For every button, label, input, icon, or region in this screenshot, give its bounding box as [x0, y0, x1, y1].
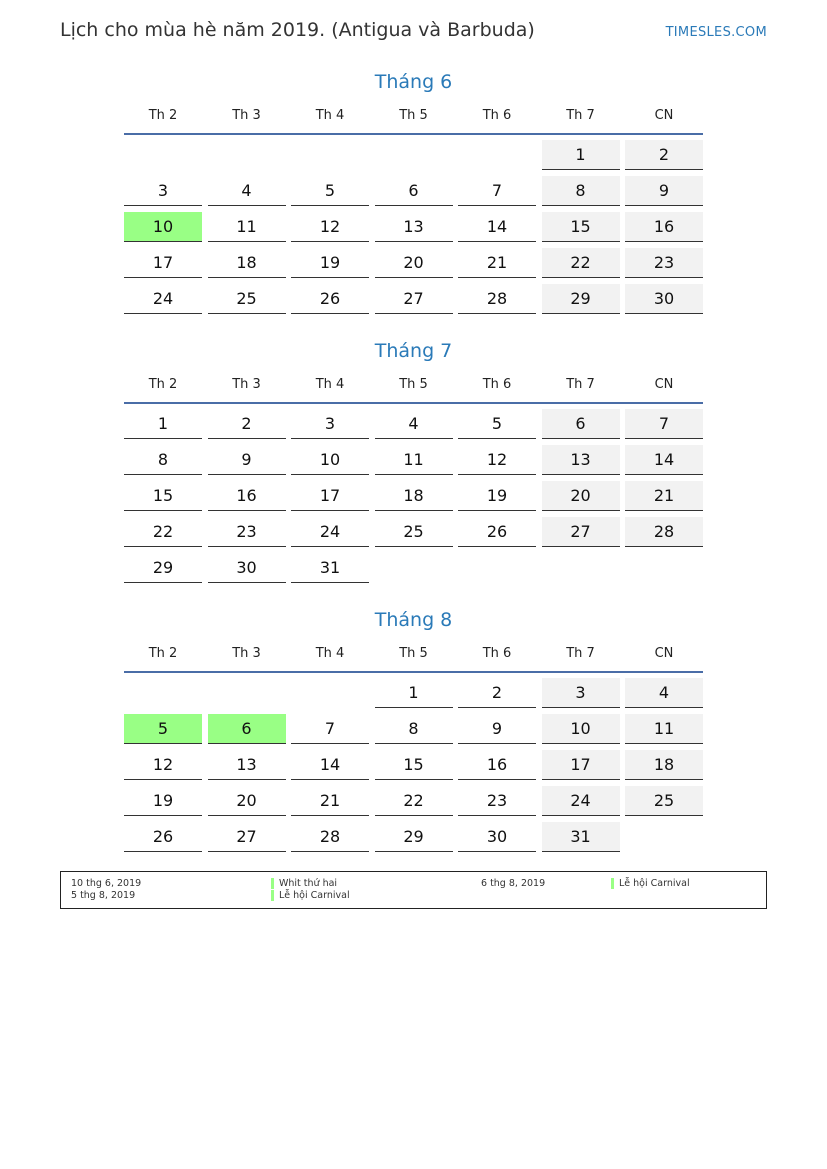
- day-cell: 16: [625, 212, 703, 242]
- weekday-label: Th 3: [232, 108, 261, 123]
- weekday-label: Th 2: [148, 377, 178, 392]
- legend-holiday-name: Whit thứ hai: [279, 878, 338, 889]
- day-cell: 8: [124, 445, 202, 475]
- day-cell: 17: [542, 750, 620, 780]
- day-cell: 11: [208, 212, 286, 242]
- day-cell: 15: [375, 750, 453, 780]
- day-cell: 3: [124, 176, 202, 206]
- weekday-label: Th 7: [566, 108, 595, 123]
- weekday-label: Th 3: [232, 646, 261, 661]
- day-cell: 2: [458, 678, 536, 708]
- day-cell: 8: [375, 714, 453, 744]
- day-cell: 20: [542, 481, 620, 511]
- day-cell: 9: [208, 445, 286, 475]
- weekday-label: CN: [654, 108, 674, 123]
- month-calendar: [124, 336, 703, 589]
- weekday-header: [124, 644, 703, 673]
- day-cell: 24: [124, 284, 202, 314]
- month-title: Tháng 8: [374, 609, 453, 631]
- weekday-label: Th 2: [148, 646, 178, 661]
- day-cell: 15: [124, 481, 202, 511]
- day-cell: 13: [542, 445, 620, 475]
- day-cell: 7: [291, 714, 369, 744]
- day-cell: 12: [124, 750, 202, 780]
- day-cell: 4: [208, 176, 286, 206]
- weekday-label: Th 2: [148, 108, 178, 123]
- month-calendar: [124, 67, 703, 320]
- day-cell: 30: [208, 553, 286, 583]
- day-cell: 27: [542, 517, 620, 547]
- day-cell: 21: [291, 786, 369, 816]
- day-cell: 5: [291, 176, 369, 206]
- day-cell: 20: [375, 248, 453, 278]
- day-cell: 30: [458, 822, 536, 852]
- page-title: Lịch cho mùa hè năm 2019. (Antigua và Barbuda): [60, 19, 535, 41]
- day-cell: 6: [375, 176, 453, 206]
- day-cell: 27: [208, 822, 286, 852]
- legend-holiday: [611, 878, 690, 890]
- weekday-label: Th 7: [566, 377, 595, 392]
- legend-date: 5 thg 8, 2019: [71, 890, 136, 901]
- holiday-day-cell: 10: [124, 212, 202, 242]
- weekday-label: CN: [654, 646, 674, 661]
- day-cell: 27: [375, 284, 453, 314]
- day-cell: 26: [458, 517, 536, 547]
- weekday-label: Th 7: [566, 646, 595, 661]
- day-cell: 28: [291, 822, 369, 852]
- month-title: Tháng 7: [374, 340, 453, 362]
- weekday-header: [124, 375, 703, 404]
- day-cell: 11: [625, 714, 703, 744]
- day-cell: 3: [291, 409, 369, 439]
- day-cell: 24: [542, 786, 620, 816]
- day-cell: 5: [458, 409, 536, 439]
- weekday-label: Th 5: [399, 646, 428, 661]
- day-cell: 21: [458, 248, 536, 278]
- day-cell: 10: [291, 445, 369, 475]
- day-cell: 12: [291, 212, 369, 242]
- month-title: Tháng 6: [374, 71, 453, 93]
- day-cell: 16: [208, 481, 286, 511]
- day-grid: [124, 409, 703, 589]
- day-cell: 9: [458, 714, 536, 744]
- day-cell: 24: [291, 517, 369, 547]
- day-cell: 14: [458, 212, 536, 242]
- holiday-day-cell: 5: [124, 714, 202, 744]
- day-cell: 23: [208, 517, 286, 547]
- day-cell: 29: [375, 822, 453, 852]
- day-cell: 7: [625, 409, 703, 439]
- day-cell: 21: [625, 481, 703, 511]
- holiday-color-marker: [611, 878, 614, 889]
- day-cell: 26: [124, 822, 202, 852]
- day-cell: 31: [291, 553, 369, 583]
- holiday-color-marker: [271, 890, 274, 901]
- day-cell: 25: [375, 517, 453, 547]
- day-cell: 19: [124, 786, 202, 816]
- day-grid: [124, 678, 703, 858]
- day-cell: 1: [542, 140, 620, 170]
- day-cell: 7: [458, 176, 536, 206]
- day-cell: 13: [375, 212, 453, 242]
- day-cell: 11: [375, 445, 453, 475]
- day-cell: 6: [542, 409, 620, 439]
- brand-link[interactable]: TIMESLES.COM: [665, 25, 767, 40]
- day-cell: 22: [124, 517, 202, 547]
- day-cell: 18: [208, 248, 286, 278]
- day-cell: 10: [542, 714, 620, 744]
- day-cell: 18: [375, 481, 453, 511]
- weekday-header: [124, 106, 703, 135]
- day-cell: 22: [375, 786, 453, 816]
- day-cell: 2: [208, 409, 286, 439]
- day-cell: 15: [542, 212, 620, 242]
- weekday-label: Th 5: [399, 108, 428, 123]
- day-cell: 19: [458, 481, 536, 511]
- weekday-label: Th 4: [315, 646, 345, 661]
- day-cell: 25: [208, 284, 286, 314]
- day-cell: 28: [625, 517, 703, 547]
- day-cell: 8: [542, 176, 620, 206]
- legend-holiday-name: Lễ hội Carnival: [279, 890, 350, 901]
- day-grid: [124, 140, 703, 320]
- day-cell: 17: [291, 481, 369, 511]
- day-cell: 22: [542, 248, 620, 278]
- day-cell: 25: [625, 786, 703, 816]
- weekday-label: CN: [654, 377, 674, 392]
- day-cell: 19: [291, 248, 369, 278]
- day-cell: 9: [625, 176, 703, 206]
- weekday-label: Th 5: [399, 377, 428, 392]
- weekday-label: Th 6: [482, 646, 512, 661]
- day-cell: 20: [208, 786, 286, 816]
- day-cell: 29: [542, 284, 620, 314]
- day-cell: 29: [124, 553, 202, 583]
- day-cell: 16: [458, 750, 536, 780]
- weekday-label: Th 6: [482, 377, 512, 392]
- day-cell: 13: [208, 750, 286, 780]
- weekday-label: Th 4: [315, 377, 345, 392]
- day-cell: 26: [291, 284, 369, 314]
- day-cell: 4: [625, 678, 703, 708]
- legend-holiday-name: Lễ hội Carnival: [619, 878, 690, 889]
- day-cell: 23: [458, 786, 536, 816]
- day-cell: 1: [375, 678, 453, 708]
- day-cell: 23: [625, 248, 703, 278]
- day-cell: 31: [542, 822, 620, 852]
- holiday-day-cell: 6: [208, 714, 286, 744]
- day-cell: 1: [124, 409, 202, 439]
- holiday-legend: [60, 871, 767, 909]
- weekday-label: Th 6: [482, 108, 512, 123]
- day-cell: 3: [542, 678, 620, 708]
- day-cell: 4: [375, 409, 453, 439]
- weekday-label: Th 4: [315, 108, 345, 123]
- day-cell: 12: [458, 445, 536, 475]
- day-cell: 17: [124, 248, 202, 278]
- legend-holiday: [271, 878, 337, 890]
- holiday-color-marker: [271, 878, 274, 889]
- day-cell: 28: [458, 284, 536, 314]
- day-cell: 18: [625, 750, 703, 780]
- day-cell: 2: [625, 140, 703, 170]
- legend-holiday: [271, 890, 350, 902]
- day-cell: 14: [625, 445, 703, 475]
- day-cell: 14: [291, 750, 369, 780]
- weekday-label: Th 3: [232, 377, 261, 392]
- month-calendar: [124, 605, 703, 858]
- day-cell: 30: [625, 284, 703, 314]
- legend-date: 10 thg 6, 2019: [71, 878, 142, 889]
- legend-date: 6 thg 8, 2019: [481, 878, 546, 889]
